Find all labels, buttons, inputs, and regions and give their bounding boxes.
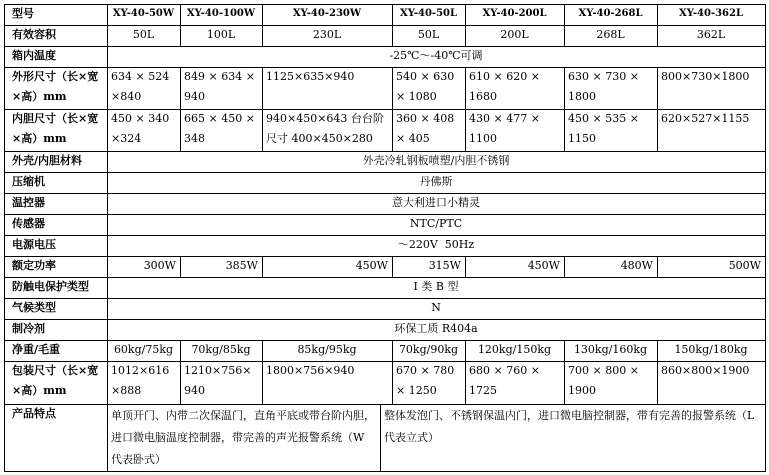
grid-line-v	[564, 361, 565, 404]
grid-line-v	[465, 361, 466, 404]
spec-value-merged: 意大利进口小精灵	[392, 196, 480, 209]
spec-value: 540 × 630 × 1080	[396, 70, 458, 103]
grid-line-v	[392, 109, 393, 151]
grid-line-v	[465, 67, 466, 109]
row-label: 产品特点	[12, 407, 56, 420]
row-label: 气候类型	[12, 301, 56, 314]
grid-line-v	[180, 67, 181, 109]
features-w: 单顶开门、内带二次保温门，直角平底或带台阶内胆，进口微电脑温度控制器，带完善的声光报警系统（W 代表卧式）	[111, 409, 375, 466]
spec-value: 50L	[132, 28, 155, 41]
spec-value: 630 × 730 × 1800	[568, 70, 643, 103]
grid-line-v	[392, 340, 393, 361]
grid-line-v	[657, 109, 658, 151]
grid-line-h	[4, 319, 766, 320]
spec-value-merged: 外壳冷轧钢板喷塑/内胆不锈钢	[362, 154, 510, 167]
model-name: XY-40-100W	[186, 8, 256, 19]
spec-value: 450W	[355, 259, 388, 272]
grid-line-h	[4, 256, 766, 257]
row-label: 制冷剂	[12, 322, 45, 335]
spec-value: 300W	[143, 259, 176, 272]
spec-value: 634 × 524 ×840	[111, 70, 173, 103]
model-name: XY-40-50L	[399, 8, 458, 19]
grid-line-v	[657, 256, 658, 277]
grid-line-v	[380, 404, 381, 471]
grid-line-v	[465, 4, 466, 25]
spec-value-merged: I 类 B 型	[413, 280, 459, 293]
spec-value: 100L	[206, 28, 236, 41]
grid-line-v	[564, 109, 565, 151]
spec-value: 85kg/95kg	[297, 343, 357, 356]
row-label: 内胆尺寸（长×宽×高）mm	[12, 112, 99, 145]
spec-value: 450 × 340 ×324	[111, 112, 173, 145]
grid-line-v	[465, 109, 466, 151]
spec-value: 60kg/75kg	[113, 343, 174, 356]
grid-line-v	[180, 25, 181, 46]
model-name: XY-40-362L	[678, 8, 743, 19]
grid-line-v	[180, 361, 181, 404]
grid-line-h	[4, 471, 766, 472]
grid-line-v	[262, 340, 263, 361]
spec-value: 940×450×643 台台阶尺寸 400×450×280	[266, 112, 384, 145]
grid-line-h	[4, 298, 766, 299]
model-name: XY-40-268L	[578, 8, 643, 19]
spec-value: 1012×616 ×888	[111, 364, 173, 397]
row-label: 包装尺寸（长×宽×高）mm	[12, 364, 99, 397]
grid-line-v	[564, 256, 565, 277]
spec-value: 385W	[225, 259, 258, 272]
grid-line-v	[657, 361, 658, 404]
spec-value: 360 × 408 × 405	[396, 112, 458, 145]
grid-line-h	[4, 235, 766, 236]
grid-line-v	[564, 67, 565, 109]
spec-value: 130kg/160kg	[573, 343, 648, 356]
features-l: 整体发泡门、不锈钢保温内门，进口微电脑控制器，带有完善的报警系统（L 代表立式）	[384, 409, 758, 444]
spec-value: 200L	[500, 28, 529, 41]
grid-line-v	[564, 4, 565, 25]
spec-value: 700 × 800 × 1900	[568, 364, 643, 397]
spec-value: 70kg/85kg	[191, 343, 251, 356]
row-label: 压缩机	[12, 175, 45, 188]
spec-value: 1125×635×940	[266, 70, 355, 83]
spec-value-merged: -25℃～-40℃可调	[389, 49, 483, 62]
row-label: 电源电压	[12, 238, 56, 251]
grid-line-h	[4, 193, 766, 194]
grid-line-v	[765, 4, 766, 472]
spec-value: 450 × 535 × 1150	[568, 112, 643, 145]
model-name: XY-40-230W	[292, 8, 362, 19]
spec-value: 1800×756×940	[266, 364, 355, 377]
spec-value-merged: N	[431, 301, 441, 314]
grid-line-v	[465, 256, 466, 277]
grid-line-h	[4, 4, 766, 5]
grid-line-v	[465, 25, 466, 46]
grid-line-v	[262, 361, 263, 404]
grid-line-h	[4, 404, 766, 405]
grid-line-h	[4, 46, 766, 47]
spec-value: 150kg/180kg	[674, 343, 748, 356]
spec-value: 480W	[620, 259, 653, 272]
spec-value: 610 × 620 × 1680	[469, 70, 544, 103]
model-name: XY-40-50W	[112, 8, 175, 19]
grid-line-v	[4, 4, 5, 472]
grid-line-h	[4, 67, 766, 68]
spec-value: 362L	[696, 28, 726, 41]
grid-line-v	[180, 340, 181, 361]
grid-line-v	[564, 25, 565, 46]
spec-value: 800×730×1800	[661, 70, 750, 83]
grid-line-v	[392, 67, 393, 109]
model-name: XY-40-200L	[482, 8, 547, 19]
grid-line-h	[4, 214, 766, 215]
grid-line-v	[392, 25, 393, 46]
grid-line-h	[4, 172, 766, 173]
spec-value: 620×527×1155	[661, 112, 750, 125]
spec-value-merged: ～220V 50Hz	[397, 238, 475, 251]
spec-value: 70kg/90kg	[398, 343, 459, 356]
spec-value-merged: 环保工质 R404a	[394, 322, 478, 335]
spec-value: 849 × 634 × 940	[184, 70, 259, 103]
grid-line-v	[262, 25, 263, 46]
spec-value: 50L	[417, 28, 440, 41]
grid-line-v	[564, 340, 565, 361]
row-label: 温控器	[12, 196, 45, 209]
spec-value: 430 × 477 × 1100	[469, 112, 544, 145]
grid-line-v	[262, 109, 263, 151]
grid-line-h	[4, 109, 766, 110]
grid-line-v	[657, 67, 658, 109]
grid-line-h	[4, 340, 766, 341]
grid-line-v	[657, 4, 658, 25]
grid-line-v	[465, 340, 466, 361]
grid-line-v	[107, 4, 108, 472]
spec-value: 268L	[596, 28, 625, 41]
grid-line-v	[262, 256, 263, 277]
grid-line-v	[180, 4, 181, 25]
grid-line-h	[4, 25, 766, 26]
spec-value: 315W	[428, 259, 461, 272]
spec-value: 450W	[527, 259, 560, 272]
row-label: 传感器	[12, 217, 45, 230]
grid-line-v	[262, 4, 263, 25]
spec-value-merged: 丹佛斯	[419, 175, 453, 188]
grid-line-v	[392, 4, 393, 25]
row-label: 有效容积	[12, 28, 56, 41]
grid-line-v	[392, 361, 393, 404]
spec-value: 860×800×1900	[661, 364, 750, 377]
grid-line-h	[4, 277, 766, 278]
grid-line-v	[180, 256, 181, 277]
grid-line-h	[4, 361, 766, 362]
spec-value: 120kg/150kg	[477, 343, 552, 356]
grid-line-h	[4, 151, 766, 152]
header-label: 型号	[12, 7, 34, 20]
row-label: 外形尺寸（长×宽×高）mm	[12, 70, 99, 103]
grid-line-v	[657, 340, 658, 361]
grid-line-v	[180, 109, 181, 151]
row-label: 箱内温度	[12, 49, 56, 62]
spec-value: 680 × 760 × 1725	[469, 364, 544, 397]
row-label: 额定功率	[12, 259, 56, 272]
row-label: 防触电保护类型	[12, 280, 89, 293]
spec-value-merged: NTC/PTC	[409, 217, 463, 230]
spec-value: 670 × 780 × 1250	[396, 364, 458, 397]
spec-value: 665 × 450 × 348	[184, 112, 259, 145]
grid-line-v	[262, 67, 263, 109]
spec-value: 230L	[312, 28, 342, 41]
grid-line-v	[392, 256, 393, 277]
spec-value: 500W	[728, 259, 761, 272]
row-label: 外壳/内胆材料	[12, 154, 83, 167]
grid-line-v	[657, 25, 658, 46]
spec-value: 1210×756× 940	[184, 364, 255, 397]
row-label: 净重/毛重	[12, 343, 61, 356]
